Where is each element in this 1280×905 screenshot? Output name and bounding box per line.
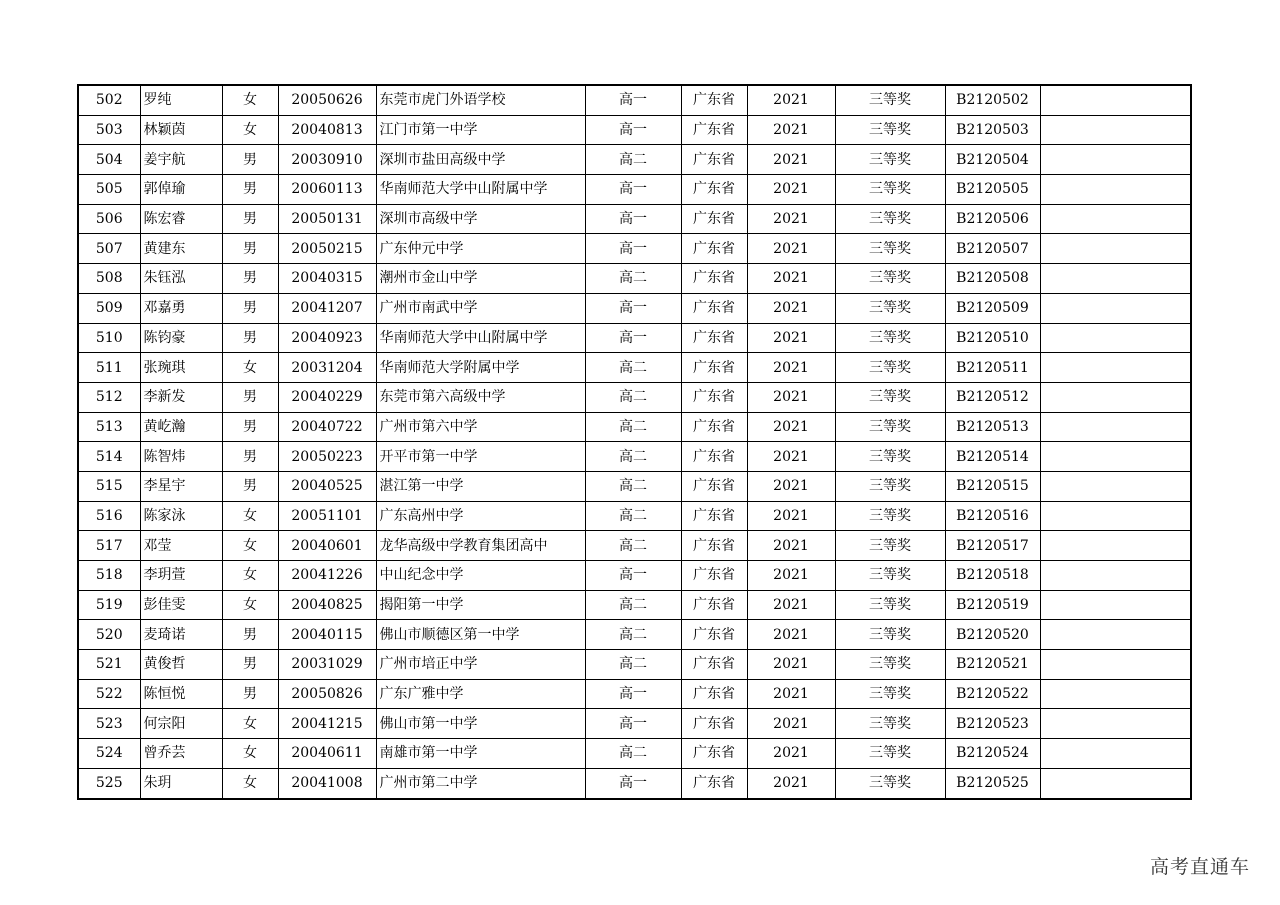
table-row	[78, 293, 1191, 323]
birth-date-cell: 20041215	[278, 709, 376, 739]
school-name-cell: 开平市第一中学	[376, 442, 585, 472]
notes-cell	[1040, 382, 1191, 412]
table-row	[78, 768, 1191, 798]
table-row	[78, 561, 1191, 591]
award-level-cell: 三等奖	[835, 501, 945, 531]
school-name-cell: 江门市第一中学	[376, 115, 585, 145]
birth-date-cell: 20050223	[278, 442, 376, 472]
notes-cell	[1040, 739, 1191, 769]
table-row	[78, 650, 1191, 680]
notes-cell	[1040, 679, 1191, 709]
school-name-cell: 广州市第六中学	[376, 412, 585, 442]
table-row	[78, 115, 1191, 145]
table-row	[78, 264, 1191, 294]
award-level-cell: 三等奖	[835, 85, 945, 115]
student-name-cell: 陈恒悦	[140, 679, 222, 709]
province-cell: 广东省	[681, 739, 747, 769]
province-cell: 广东省	[681, 709, 747, 739]
notes-cell	[1040, 620, 1191, 650]
serial-number-cell: 508	[78, 264, 140, 294]
grade-cell: 高一	[585, 293, 681, 323]
table-row	[78, 412, 1191, 442]
birth-date-cell: 20040611	[278, 739, 376, 769]
watermark-text: 高考直通车	[1149, 856, 1250, 878]
gender-cell: 男	[222, 620, 278, 650]
notes-cell	[1040, 145, 1191, 175]
certificate-number-cell: B2120509	[945, 293, 1040, 323]
gender-cell: 女	[222, 85, 278, 115]
student-name-cell: 张琬琪	[140, 353, 222, 383]
notes-cell	[1040, 293, 1191, 323]
table-row	[78, 471, 1191, 501]
serial-number-cell: 525	[78, 768, 140, 798]
serial-number-cell: 514	[78, 442, 140, 472]
notes-cell	[1040, 412, 1191, 442]
certificate-number-cell: B2120522	[945, 679, 1040, 709]
award-level-cell: 三等奖	[835, 768, 945, 798]
notes-cell	[1040, 323, 1191, 353]
notes-cell	[1040, 709, 1191, 739]
serial-number-cell: 518	[78, 561, 140, 591]
gender-cell: 女	[222, 768, 278, 798]
year-cell: 2021	[747, 175, 835, 205]
certificate-number-cell: B2120524	[945, 739, 1040, 769]
award-level-cell: 三等奖	[835, 709, 945, 739]
notes-cell	[1040, 501, 1191, 531]
award-list-table	[77, 84, 1192, 800]
birth-date-cell: 20040825	[278, 590, 376, 620]
birth-date-cell: 20050826	[278, 679, 376, 709]
award-level-cell: 三等奖	[835, 590, 945, 620]
table-row	[78, 234, 1191, 264]
year-cell: 2021	[747, 353, 835, 383]
student-name-cell: 曾乔芸	[140, 739, 222, 769]
grade-cell: 高二	[585, 590, 681, 620]
award-level-cell: 三等奖	[835, 264, 945, 294]
serial-number-cell: 520	[78, 620, 140, 650]
grade-cell: 高一	[585, 234, 681, 264]
award-level-cell: 三等奖	[835, 531, 945, 561]
notes-cell	[1040, 234, 1191, 264]
table-row	[78, 531, 1191, 561]
birth-date-cell: 20040601	[278, 531, 376, 561]
school-name-cell: 广东广雅中学	[376, 679, 585, 709]
province-cell: 广东省	[681, 145, 747, 175]
student-name-cell: 邓莹	[140, 531, 222, 561]
province-cell: 广东省	[681, 353, 747, 383]
province-cell: 广东省	[681, 175, 747, 205]
school-name-cell: 华南师范大学附属中学	[376, 353, 585, 383]
certificate-number-cell: B2120503	[945, 115, 1040, 145]
award-level-cell: 三等奖	[835, 412, 945, 442]
birth-date-cell: 20060113	[278, 175, 376, 205]
grade-cell: 高二	[585, 264, 681, 294]
certificate-number-cell: B2120525	[945, 768, 1040, 798]
certificate-number-cell: B2120511	[945, 353, 1040, 383]
certificate-number-cell: B2120521	[945, 650, 1040, 680]
school-name-cell: 深圳市高级中学	[376, 204, 585, 234]
serial-number-cell: 510	[78, 323, 140, 353]
table-row	[78, 353, 1191, 383]
province-cell: 广东省	[681, 204, 747, 234]
gender-cell: 女	[222, 531, 278, 561]
birth-date-cell: 20050626	[278, 85, 376, 115]
certificate-number-cell: B2120508	[945, 264, 1040, 294]
school-name-cell: 深圳市盐田高级中学	[376, 145, 585, 175]
grade-cell: 高二	[585, 531, 681, 561]
year-cell: 2021	[747, 412, 835, 442]
notes-cell	[1040, 768, 1191, 798]
certificate-number-cell: B2120517	[945, 531, 1040, 561]
student-name-cell: 郭倬瑜	[140, 175, 222, 205]
student-name-cell: 李新发	[140, 382, 222, 412]
province-cell: 广东省	[681, 590, 747, 620]
year-cell: 2021	[747, 561, 835, 591]
student-name-cell: 朱玥	[140, 768, 222, 798]
gender-cell: 女	[222, 739, 278, 769]
school-name-cell: 湛江第一中学	[376, 471, 585, 501]
province-cell: 广东省	[681, 471, 747, 501]
serial-number-cell: 505	[78, 175, 140, 205]
serial-number-cell: 521	[78, 650, 140, 680]
award-level-cell: 三等奖	[835, 234, 945, 264]
serial-number-cell: 515	[78, 471, 140, 501]
certificate-number-cell: B2120505	[945, 175, 1040, 205]
student-name-cell: 朱钰泓	[140, 264, 222, 294]
certificate-number-cell: B2120519	[945, 590, 1040, 620]
gender-cell: 男	[222, 679, 278, 709]
birth-date-cell: 20040115	[278, 620, 376, 650]
grade-cell: 高二	[585, 501, 681, 531]
year-cell: 2021	[747, 709, 835, 739]
province-cell: 广东省	[681, 531, 747, 561]
school-name-cell: 东莞市虎门外语学校	[376, 85, 585, 115]
school-name-cell: 华南师范大学中山附属中学	[376, 323, 585, 353]
table-row	[78, 85, 1191, 115]
student-name-cell: 何宗阳	[140, 709, 222, 739]
award-level-cell: 三等奖	[835, 145, 945, 175]
birth-date-cell: 20040229	[278, 382, 376, 412]
table-row	[78, 323, 1191, 353]
gender-cell: 男	[222, 293, 278, 323]
certificate-number-cell: B2120516	[945, 501, 1040, 531]
birth-date-cell: 20031204	[278, 353, 376, 383]
year-cell: 2021	[747, 679, 835, 709]
serial-number-cell: 504	[78, 145, 140, 175]
serial-number-cell: 513	[78, 412, 140, 442]
student-name-cell: 黄俊哲	[140, 650, 222, 680]
notes-cell	[1040, 264, 1191, 294]
student-name-cell: 李玥萱	[140, 561, 222, 591]
award-level-cell: 三等奖	[835, 115, 945, 145]
award-level-cell: 三等奖	[835, 561, 945, 591]
birth-date-cell: 20040813	[278, 115, 376, 145]
school-name-cell: 广州市南武中学	[376, 293, 585, 323]
student-name-cell: 黄建东	[140, 234, 222, 264]
student-name-cell: 姜宇航	[140, 145, 222, 175]
year-cell: 2021	[747, 620, 835, 650]
province-cell: 广东省	[681, 768, 747, 798]
serial-number-cell: 511	[78, 353, 140, 383]
school-name-cell: 广东仲元中学	[376, 234, 585, 264]
gender-cell: 男	[222, 650, 278, 680]
notes-cell	[1040, 204, 1191, 234]
serial-number-cell: 502	[78, 85, 140, 115]
birth-date-cell: 20041207	[278, 293, 376, 323]
table-row	[78, 442, 1191, 472]
award-level-cell: 三等奖	[835, 293, 945, 323]
certificate-number-cell: B2120502	[945, 85, 1040, 115]
certificate-number-cell: B2120520	[945, 620, 1040, 650]
province-cell: 广东省	[681, 561, 747, 591]
gender-cell: 女	[222, 590, 278, 620]
serial-number-cell: 516	[78, 501, 140, 531]
notes-cell	[1040, 442, 1191, 472]
year-cell: 2021	[747, 471, 835, 501]
gender-cell: 女	[222, 501, 278, 531]
serial-number-cell: 524	[78, 739, 140, 769]
table-row	[78, 382, 1191, 412]
award-level-cell: 三等奖	[835, 471, 945, 501]
certificate-number-cell: B2120518	[945, 561, 1040, 591]
birth-date-cell: 20030910	[278, 145, 376, 175]
grade-cell: 高二	[585, 739, 681, 769]
award-level-cell: 三等奖	[835, 175, 945, 205]
notes-cell	[1040, 471, 1191, 501]
year-cell: 2021	[747, 293, 835, 323]
award-level-cell: 三等奖	[835, 620, 945, 650]
certificate-number-cell: B2120510	[945, 323, 1040, 353]
school-name-cell: 东莞市第六高级中学	[376, 382, 585, 412]
year-cell: 2021	[747, 85, 835, 115]
birth-date-cell: 20031029	[278, 650, 376, 680]
birth-date-cell: 20041226	[278, 561, 376, 591]
province-cell: 广东省	[681, 620, 747, 650]
gender-cell: 女	[222, 561, 278, 591]
award-level-cell: 三等奖	[835, 204, 945, 234]
serial-number-cell: 507	[78, 234, 140, 264]
student-name-cell: 罗纯	[140, 85, 222, 115]
award-level-cell: 三等奖	[835, 353, 945, 383]
year-cell: 2021	[747, 590, 835, 620]
school-name-cell: 龙华高级中学教育集团高中	[376, 531, 585, 561]
grade-cell: 高一	[585, 709, 681, 739]
certificate-number-cell: B2120504	[945, 145, 1040, 175]
award-level-cell: 三等奖	[835, 382, 945, 412]
grade-cell: 高二	[585, 412, 681, 442]
certificate-number-cell: B2120523	[945, 709, 1040, 739]
birth-date-cell: 20040923	[278, 323, 376, 353]
province-cell: 广东省	[681, 650, 747, 680]
student-name-cell: 彭佳雯	[140, 590, 222, 620]
gender-cell: 女	[222, 353, 278, 383]
notes-cell	[1040, 85, 1191, 115]
birth-date-cell: 20050131	[278, 204, 376, 234]
gender-cell: 男	[222, 442, 278, 472]
grade-cell: 高一	[585, 561, 681, 591]
province-cell: 广东省	[681, 115, 747, 145]
student-name-cell: 林颖茵	[140, 115, 222, 145]
school-name-cell: 华南师范大学中山附属中学	[376, 175, 585, 205]
province-cell: 广东省	[681, 442, 747, 472]
school-name-cell: 佛山市顺德区第一中学	[376, 620, 585, 650]
gender-cell: 女	[222, 115, 278, 145]
table-row	[78, 204, 1191, 234]
school-name-cell: 南雄市第一中学	[376, 739, 585, 769]
serial-number-cell: 517	[78, 531, 140, 561]
school-name-cell: 广州市培正中学	[376, 650, 585, 680]
notes-cell	[1040, 650, 1191, 680]
province-cell: 广东省	[681, 293, 747, 323]
table-row	[78, 709, 1191, 739]
notes-cell	[1040, 175, 1191, 205]
gender-cell: 男	[222, 264, 278, 294]
serial-number-cell: 509	[78, 293, 140, 323]
school-name-cell: 揭阳第一中学	[376, 590, 585, 620]
serial-number-cell: 506	[78, 204, 140, 234]
birth-date-cell: 20040315	[278, 264, 376, 294]
year-cell: 2021	[747, 204, 835, 234]
year-cell: 2021	[747, 739, 835, 769]
award-level-cell: 三等奖	[835, 739, 945, 769]
award-level-cell: 三等奖	[835, 442, 945, 472]
grade-cell: 高二	[585, 620, 681, 650]
province-cell: 广东省	[681, 382, 747, 412]
table-row	[78, 679, 1191, 709]
certificate-number-cell: B2120514	[945, 442, 1040, 472]
table-body	[78, 85, 1191, 799]
gender-cell: 男	[222, 323, 278, 353]
serial-number-cell: 522	[78, 679, 140, 709]
year-cell: 2021	[747, 264, 835, 294]
year-cell: 2021	[747, 442, 835, 472]
serial-number-cell: 523	[78, 709, 140, 739]
year-cell: 2021	[747, 768, 835, 798]
gender-cell: 男	[222, 145, 278, 175]
province-cell: 广东省	[681, 85, 747, 115]
school-name-cell: 中山纪念中学	[376, 561, 585, 591]
award-level-cell: 三等奖	[835, 323, 945, 353]
notes-cell	[1040, 531, 1191, 561]
grade-cell: 高二	[585, 145, 681, 175]
table-row	[78, 739, 1191, 769]
school-name-cell: 潮州市金山中学	[376, 264, 585, 294]
gender-cell: 男	[222, 471, 278, 501]
gender-cell: 男	[222, 234, 278, 264]
school-name-cell: 广州市第二中学	[376, 768, 585, 798]
serial-number-cell: 512	[78, 382, 140, 412]
grade-cell: 高一	[585, 85, 681, 115]
student-name-cell: 李星宇	[140, 471, 222, 501]
certificate-number-cell: B2120513	[945, 412, 1040, 442]
province-cell: 广东省	[681, 264, 747, 294]
grade-cell: 高二	[585, 442, 681, 472]
year-cell: 2021	[747, 650, 835, 680]
grade-cell: 高二	[585, 353, 681, 383]
award-level-cell: 三等奖	[835, 679, 945, 709]
gender-cell: 男	[222, 175, 278, 205]
year-cell: 2021	[747, 501, 835, 531]
student-name-cell: 陈钧豪	[140, 323, 222, 353]
year-cell: 2021	[747, 531, 835, 561]
year-cell: 2021	[747, 145, 835, 175]
award-level-cell: 三等奖	[835, 650, 945, 680]
certificate-number-cell: B2120506	[945, 204, 1040, 234]
birth-date-cell: 20040525	[278, 471, 376, 501]
province-cell: 广东省	[681, 679, 747, 709]
gender-cell: 女	[222, 709, 278, 739]
serial-number-cell: 519	[78, 590, 140, 620]
notes-cell	[1040, 561, 1191, 591]
grade-cell: 高一	[585, 175, 681, 205]
table-row	[78, 590, 1191, 620]
birth-date-cell: 20050215	[278, 234, 376, 264]
gender-cell: 男	[222, 204, 278, 234]
province-cell: 广东省	[681, 501, 747, 531]
certificate-number-cell: B2120512	[945, 382, 1040, 412]
table-row	[78, 175, 1191, 205]
school-name-cell: 佛山市第一中学	[376, 709, 585, 739]
grade-cell: 高一	[585, 115, 681, 145]
grade-cell: 高一	[585, 323, 681, 353]
year-cell: 2021	[747, 382, 835, 412]
birth-date-cell: 20041008	[278, 768, 376, 798]
certificate-number-cell: B2120507	[945, 234, 1040, 264]
student-name-cell: 陈家泳	[140, 501, 222, 531]
grade-cell: 高一	[585, 768, 681, 798]
province-cell: 广东省	[681, 412, 747, 442]
birth-date-cell: 20051101	[278, 501, 376, 531]
student-name-cell: 邓嘉勇	[140, 293, 222, 323]
birth-date-cell: 20040722	[278, 412, 376, 442]
table-row	[78, 501, 1191, 531]
grade-cell: 高一	[585, 204, 681, 234]
gender-cell: 男	[222, 412, 278, 442]
school-name-cell: 广东高州中学	[376, 501, 585, 531]
gender-cell: 男	[222, 382, 278, 412]
table-row	[78, 145, 1191, 175]
student-name-cell: 黄屹瀚	[140, 412, 222, 442]
serial-number-cell: 503	[78, 115, 140, 145]
student-name-cell: 陈宏睿	[140, 204, 222, 234]
grade-cell: 高一	[585, 679, 681, 709]
student-name-cell: 麦琦诺	[140, 620, 222, 650]
grade-cell: 高二	[585, 471, 681, 501]
year-cell: 2021	[747, 115, 835, 145]
province-cell: 广东省	[681, 234, 747, 264]
grade-cell: 高二	[585, 382, 681, 412]
student-name-cell: 陈智炜	[140, 442, 222, 472]
year-cell: 2021	[747, 234, 835, 264]
notes-cell	[1040, 353, 1191, 383]
year-cell: 2021	[747, 323, 835, 353]
notes-cell	[1040, 115, 1191, 145]
table-row	[78, 620, 1191, 650]
notes-cell	[1040, 590, 1191, 620]
grade-cell: 高二	[585, 650, 681, 680]
certificate-number-cell: B2120515	[945, 471, 1040, 501]
province-cell: 广东省	[681, 323, 747, 353]
